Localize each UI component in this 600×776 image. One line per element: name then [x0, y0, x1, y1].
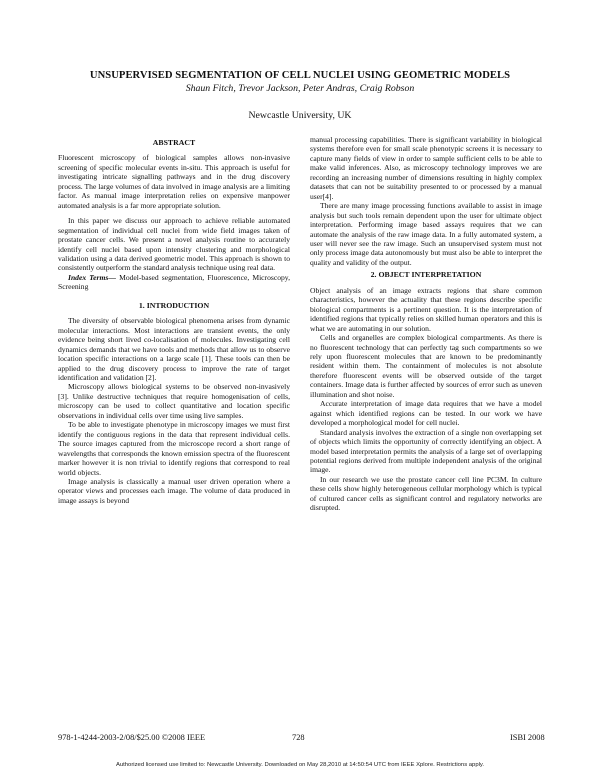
- section-heading-introduction: 1. INTRODUCTION: [138, 300, 210, 310]
- index-terms-label: Index Terms—: [68, 272, 116, 282]
- body-paragraph: Cells and organelles are complex biological compartments. As there is no fluorescent technology that can perfectly tag such compartments so we rely upon fluorescent molecules that are known to be predominantly resident within them. The containment of molecules is not absolute therefore fluorescent events will be observed outside of the target containers. Image data is further affected by sources of error such as uneven illumination and shot noise.: [310, 333, 542, 399]
- body-paragraph: Microscopy allows biological systems to be observed non-invasively [3]. Unlike destructive techniques that require homogenisation of cells, microscopy can be used to collect quantitative and location specific observations in individual cells over time using live samples.: [58, 382, 290, 420]
- footer-page-number: 728: [292, 733, 305, 742]
- left-column: [58, 135, 290, 505]
- right-column: [310, 135, 542, 513]
- body-paragraph: Object analysis of an image extracts regions that share common characteristics, however the actuality that these regions describe specific biological compartments is a pertinent question. It is the interpretation of identified regions that typically relies on skilled human operators and this is what we are automating in our solution.: [310, 285, 542, 333]
- body-paragraph: Standard analysis involves the extraction of a single non overlapping set of objects which limits the opportunity of correctly identifying an object. A model based interpretation permits the analysis of a large set of overlapping potential regions derived from multiple independent analysis of the original image.: [310, 427, 542, 475]
- paper-title: UNSUPERVISED SEGMENTATION OF CELL NUCLEI USING GEOMETRIC MODELS: [89, 70, 511, 81]
- body-paragraph: To be able to investigate phenotype in microscopy images we must first identify the contiguous regions in the data that represent individual cells. The source images captured from the microscope record a short range of wavelengths that corresponds the known emission spectra of the fluorescent marker however it is non trivial to identify regions that correspond to real world objects.: [58, 420, 290, 477]
- index-terms: [58, 273, 290, 292]
- abstract-heading: ABSTRACT: [152, 138, 196, 147]
- body-paragraph: manual processing capabilities. There is significant variability in biological systems therefore even for small scale phenotypic screens it is necessary to capture many fields of view in order to sample sufficient cells to be able to make valid inferences. Also, as microscopy technology improves we are recording an increasing number of dimensions resulting in highly complex datasets that can not be suitability presented to or processed by a manual user[4].: [310, 135, 542, 201]
- footer-isbn: 978-1-4244-2003-2/08/$25.00 ©2008 IEEE: [58, 733, 206, 742]
- index-terms-text: Model-based segmentation, Fluorescence, Microscopy, Screening: [58, 272, 291, 292]
- footer-venue: ISBI 2008: [510, 733, 545, 742]
- abstract-paragraph: Fluorescent microscopy of biological samples allows non-invasive screening of specific molecular events in-situ. This approach is useful for investigating intricate signalling pathways and in the drug discovery process. The large volumes of data involved in image analysis are a limiting factor. As manual image interpretation relies on expensive manpower automated analysis is a far more appropriate solution.: [58, 153, 290, 210]
- body-paragraph: In our research we use the prostate cancer cell line PC3M. In culture these cells show highly heterogeneous cellular morphology which is typical of cultured cancer cells as significant control and regulatory networks are disrupted.: [310, 474, 542, 513]
- body-paragraph: There are many image processing functions available to assist in image analysis but such tools remain dependent upon the user for ultimate object interpretation. Performing image based assays requires that we can automate the analysis of the raw image data. In a fully automated system, a user will never see the raw image. Such an unsupervised system must not only process image data autonomously but must also be able to interpret the quality and validity of the output.: [310, 201, 542, 267]
- license-note: Authorized licensed use limited to: Newcastle University. Downloaded on May 28,2010 at 14:50:54 UTC from IEEE Xplore. Restrictions apply.: [115, 762, 485, 768]
- abstract-paragraph: In this paper we discuss our approach to achieve reliable automated segmentation of individual cell nuclei from wide field images taken of prostate cancer cells. We present a novel analysis routine to accurately identify cell nuclei based upon intensity clustering and morphological validation using a data derived geometric model. This approach is shown to consistently outperform the standard analysis technique using real data.: [58, 216, 290, 273]
- body-paragraph: Accurate interpretation of image data requires that we have a model against which identified regions can be tested. In our work we have developed a morphological model for cell nuclei.: [310, 399, 542, 428]
- body-paragraph: The diversity of observable biological phenomena arises from dynamic molecular interactions. Most interactions are transient events, the only evidence being short lived co-localisation of molecules. Investigating cell dynamics demands that we have tools and methods that allow us to observe location specific interactions on a large scale [1]. These tools can then be applied to the drug discovery process to improve the rate of target identification and validation [2].: [58, 316, 290, 382]
- body-paragraph: Image analysis is classically a manual user driven operation where a operator views and processes each image. The volume of data produced in image assays is beyond: [58, 476, 290, 505]
- section-heading-object-interpretation: 2. OBJECT INTERPRETATION: [370, 270, 482, 280]
- affiliation: Newcastle University, UK: [248, 110, 352, 121]
- author-list: Shaun Fitch, Trevor Jackson, Peter Andras, Craig Robson: [185, 83, 415, 94]
